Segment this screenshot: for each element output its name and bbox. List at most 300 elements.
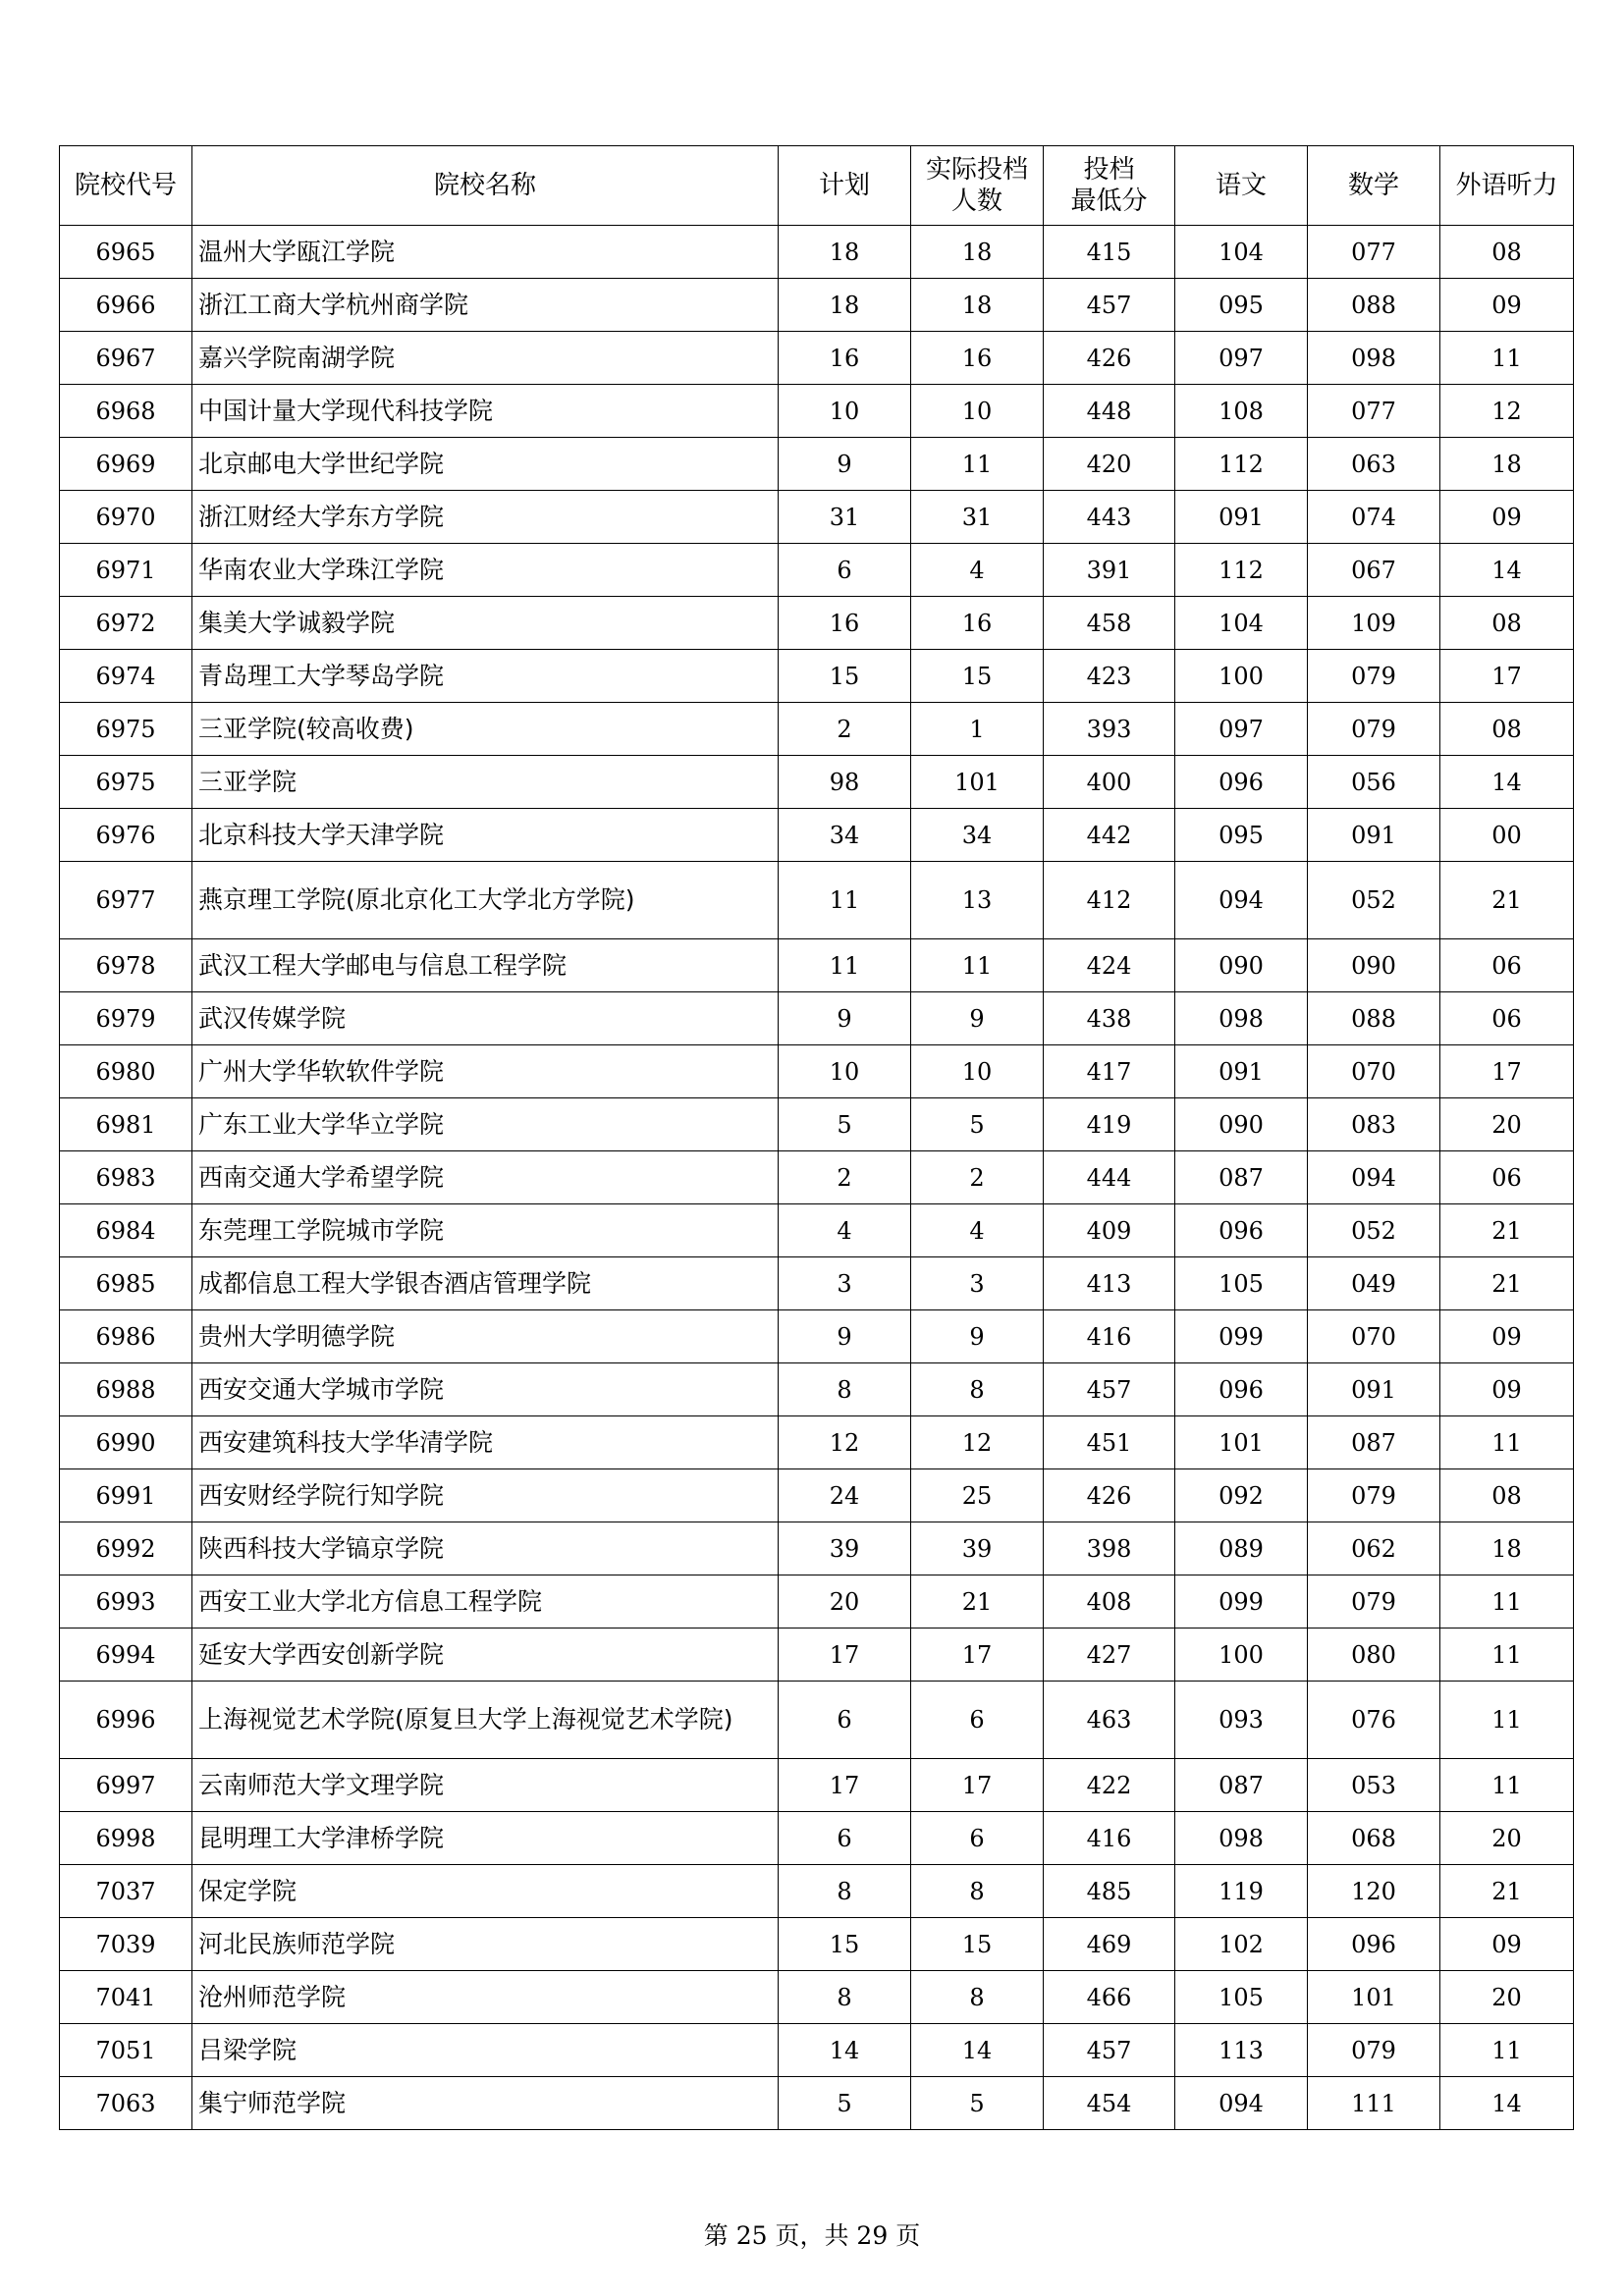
cell-listening: 20: [1440, 1098, 1574, 1151]
cell-min: 466: [1044, 1971, 1175, 2024]
cell-code: 6971: [60, 544, 192, 597]
cell-math: 087: [1308, 1416, 1440, 1469]
cell-code: 6993: [60, 1575, 192, 1629]
cell-code: 6977: [60, 862, 192, 939]
table-row: [60, 1204, 1574, 1257]
cell-min: 427: [1044, 1629, 1175, 1682]
cell-math: 091: [1308, 1363, 1440, 1416]
table-row: [60, 1257, 1574, 1310]
cell-chinese: 100: [1175, 650, 1308, 703]
cell-listening: 11: [1440, 1629, 1574, 1682]
header-min-line2: 最低分: [1070, 187, 1148, 216]
cell-math: 096: [1308, 1918, 1440, 1971]
cell-listening: 09: [1440, 491, 1574, 544]
cell-plan: 9: [779, 1310, 911, 1363]
table-row: [60, 1812, 1574, 1865]
cell-math: 077: [1308, 226, 1440, 279]
cell-code: 7039: [60, 1918, 192, 1971]
cell-min: 412: [1044, 862, 1175, 939]
cell-plan: 11: [779, 939, 911, 992]
cell-min: 423: [1044, 650, 1175, 703]
cell-code: 6975: [60, 703, 192, 756]
table-row: [60, 332, 1574, 385]
cell-listening: 12: [1440, 385, 1574, 438]
cell-listening: 08: [1440, 597, 1574, 650]
cell-actual: 4: [911, 1204, 1044, 1257]
page-number: 第 25 页，共 29 页: [703, 2221, 921, 2250]
cell-min: 419: [1044, 1098, 1175, 1151]
cell-chinese: 098: [1175, 992, 1308, 1045]
cell-name: 北京科技大学天津学院: [192, 809, 779, 862]
cell-chinese: 104: [1175, 226, 1308, 279]
cell-min: 391: [1044, 544, 1175, 597]
cell-actual: 101: [911, 756, 1044, 809]
cell-math: 120: [1308, 1865, 1440, 1918]
cell-name: 西安建筑科技大学华清学院: [192, 1416, 779, 1469]
cell-min: 454: [1044, 2077, 1175, 2130]
cell-math: 079: [1308, 2024, 1440, 2077]
cell-listening: 20: [1440, 1971, 1574, 2024]
table-row: [60, 1151, 1574, 1204]
table-row: [60, 491, 1574, 544]
cell-listening: 06: [1440, 939, 1574, 992]
cell-plan: 14: [779, 2024, 911, 2077]
cell-min: 443: [1044, 491, 1175, 544]
cell-min: 438: [1044, 992, 1175, 1045]
cell-actual: 11: [911, 939, 1044, 992]
cell-code: 6986: [60, 1310, 192, 1363]
cell-min: 409: [1044, 1204, 1175, 1257]
table-row: [60, 1310, 1574, 1363]
cell-plan: 39: [779, 1522, 911, 1575]
cell-chinese: 094: [1175, 2077, 1308, 2130]
cell-code: 7037: [60, 1865, 192, 1918]
cell-listening: 06: [1440, 1151, 1574, 1204]
cell-plan: 4: [779, 1204, 911, 1257]
header-actual-line2: 人数: [950, 187, 1002, 216]
cell-code: 6978: [60, 939, 192, 992]
cell-code: 6998: [60, 1812, 192, 1865]
admission-table: [59, 145, 1574, 2130]
cell-listening: 21: [1440, 862, 1574, 939]
cell-plan: 15: [779, 1918, 911, 1971]
cell-listening: 11: [1440, 2024, 1574, 2077]
table-row: [60, 756, 1574, 809]
cell-code: 6967: [60, 332, 192, 385]
cell-math: 076: [1308, 1682, 1440, 1759]
cell-actual: 25: [911, 1469, 1044, 1522]
header-row: [60, 146, 1574, 226]
header-min-score: [1044, 146, 1175, 226]
cell-math: 063: [1308, 438, 1440, 491]
cell-name: 浙江财经大学东方学院: [192, 491, 779, 544]
cell-min: 424: [1044, 939, 1175, 992]
cell-actual: 6: [911, 1812, 1044, 1865]
cell-name: 保定学院: [192, 1865, 779, 1918]
cell-code: 6992: [60, 1522, 192, 1575]
cell-listening: 14: [1440, 544, 1574, 597]
table-row: [60, 1363, 1574, 1416]
cell-listening: 11: [1440, 1416, 1574, 1469]
cell-actual: 5: [911, 2077, 1044, 2130]
cell-min: 463: [1044, 1682, 1175, 1759]
cell-plan: 6: [779, 544, 911, 597]
cell-actual: 15: [911, 1918, 1044, 1971]
cell-listening: 08: [1440, 1469, 1574, 1522]
table-row: [60, 1759, 1574, 1812]
cell-plan: 34: [779, 809, 911, 862]
cell-math: 049: [1308, 1257, 1440, 1310]
cell-name: 延安大学西安创新学院: [192, 1629, 779, 1682]
cell-listening: 20: [1440, 1812, 1574, 1865]
cell-listening: 11: [1440, 1682, 1574, 1759]
header-code: 院校代号: [60, 146, 192, 226]
cell-chinese: 099: [1175, 1310, 1308, 1363]
cell-name: 北京邮电大学世纪学院: [192, 438, 779, 491]
header-min-line1: 投档: [1083, 155, 1135, 185]
cell-code: 6994: [60, 1629, 192, 1682]
cell-actual: 2: [911, 1151, 1044, 1204]
cell-math: 070: [1308, 1045, 1440, 1098]
cell-name: 沧州师范学院: [192, 1971, 779, 2024]
table-row: [60, 385, 1574, 438]
cell-math: 077: [1308, 385, 1440, 438]
table-row: [60, 862, 1574, 939]
table-row: [60, 1629, 1574, 1682]
cell-chinese: 101: [1175, 1416, 1308, 1469]
cell-plan: 20: [779, 1575, 911, 1629]
cell-actual: 8: [911, 1971, 1044, 2024]
cell-plan: 10: [779, 1045, 911, 1098]
cell-math: 083: [1308, 1098, 1440, 1151]
cell-actual: 10: [911, 385, 1044, 438]
table-row: [60, 1098, 1574, 1151]
cell-min: 413: [1044, 1257, 1175, 1310]
cell-name: 温州大学瓯江学院: [192, 226, 779, 279]
header-listening: 外语听力: [1440, 146, 1574, 226]
cell-plan: 17: [779, 1629, 911, 1682]
cell-plan: 9: [779, 992, 911, 1045]
header-math: 数学: [1308, 146, 1440, 226]
table-row: [60, 597, 1574, 650]
cell-plan: 10: [779, 385, 911, 438]
table-row: [60, 1045, 1574, 1098]
cell-chinese: 105: [1175, 1257, 1308, 1310]
cell-code: 6970: [60, 491, 192, 544]
cell-math: 094: [1308, 1151, 1440, 1204]
table-row: [60, 1971, 1574, 2024]
cell-name: 上海视觉艺术学院(原复旦大学上海视觉艺术学院): [192, 1682, 779, 1759]
cell-plan: 8: [779, 1865, 911, 1918]
cell-math: 052: [1308, 862, 1440, 939]
cell-plan: 16: [779, 332, 911, 385]
cell-math: 062: [1308, 1522, 1440, 1575]
cell-code: 6980: [60, 1045, 192, 1098]
cell-code: 6981: [60, 1098, 192, 1151]
cell-chinese: 105: [1175, 1971, 1308, 2024]
cell-plan: 18: [779, 226, 911, 279]
cell-actual: 15: [911, 650, 1044, 703]
cell-math: 074: [1308, 491, 1440, 544]
table-row: [60, 650, 1574, 703]
cell-chinese: 096: [1175, 1204, 1308, 1257]
cell-name: 昆明理工大学津桥学院: [192, 1812, 779, 1865]
cell-listening: 21: [1440, 1865, 1574, 1918]
cell-listening: 17: [1440, 1045, 1574, 1098]
cell-chinese: 092: [1175, 1469, 1308, 1522]
cell-min: 400: [1044, 756, 1175, 809]
table-row: [60, 438, 1574, 491]
cell-name: 青岛理工大学琴岛学院: [192, 650, 779, 703]
cell-listening: 18: [1440, 1522, 1574, 1575]
cell-chinese: 112: [1175, 544, 1308, 597]
cell-plan: 31: [779, 491, 911, 544]
cell-actual: 6: [911, 1682, 1044, 1759]
table-row: [60, 279, 1574, 332]
cell-listening: 06: [1440, 992, 1574, 1045]
cell-plan: 2: [779, 1151, 911, 1204]
cell-min: 442: [1044, 809, 1175, 862]
cell-plan: 6: [779, 1682, 911, 1759]
cell-chinese: 091: [1175, 491, 1308, 544]
cell-name: 广东工业大学华立学院: [192, 1098, 779, 1151]
cell-name: 武汉传媒学院: [192, 992, 779, 1045]
cell-name: 三亚学院(较高收费): [192, 703, 779, 756]
cell-listening: 09: [1440, 1918, 1574, 1971]
cell-min: 417: [1044, 1045, 1175, 1098]
table-body: [60, 226, 1574, 2130]
cell-chinese: 104: [1175, 597, 1308, 650]
cell-min: 444: [1044, 1151, 1175, 1204]
cell-code: 6975: [60, 756, 192, 809]
cell-min: 416: [1044, 1310, 1175, 1363]
cell-math: 109: [1308, 597, 1440, 650]
cell-name: 华南农业大学珠江学院: [192, 544, 779, 597]
cell-actual: 14: [911, 2024, 1044, 2077]
cell-math: 079: [1308, 650, 1440, 703]
cell-actual: 21: [911, 1575, 1044, 1629]
cell-math: 053: [1308, 1759, 1440, 1812]
cell-math: 079: [1308, 1575, 1440, 1629]
table-row: [60, 992, 1574, 1045]
cell-name: 西南交通大学希望学院: [192, 1151, 779, 1204]
cell-math: 088: [1308, 279, 1440, 332]
table-row: [60, 226, 1574, 279]
cell-actual: 1: [911, 703, 1044, 756]
cell-min: 458: [1044, 597, 1175, 650]
cell-listening: 11: [1440, 1575, 1574, 1629]
cell-code: 6983: [60, 1151, 192, 1204]
cell-code: 6968: [60, 385, 192, 438]
cell-chinese: 099: [1175, 1575, 1308, 1629]
cell-plan: 15: [779, 650, 911, 703]
cell-listening: 21: [1440, 1204, 1574, 1257]
cell-math: 056: [1308, 756, 1440, 809]
cell-name: 河北民族师范学院: [192, 1918, 779, 1971]
table-row: [60, 2077, 1574, 2130]
cell-chinese: 095: [1175, 279, 1308, 332]
cell-min: 469: [1044, 1918, 1175, 1971]
cell-min: 485: [1044, 1865, 1175, 1918]
table-row: [60, 1575, 1574, 1629]
cell-code: 6991: [60, 1469, 192, 1522]
cell-plan: 12: [779, 1416, 911, 1469]
cell-name: 西安工业大学北方信息工程学院: [192, 1575, 779, 1629]
cell-chinese: 096: [1175, 1363, 1308, 1416]
cell-name: 集美大学诚毅学院: [192, 597, 779, 650]
cell-name: 成都信息工程大学银杏酒店管理学院: [192, 1257, 779, 1310]
cell-code: 6996: [60, 1682, 192, 1759]
cell-actual: 8: [911, 1363, 1044, 1416]
header-actual: [911, 146, 1044, 226]
cell-plan: 24: [779, 1469, 911, 1522]
cell-plan: 9: [779, 438, 911, 491]
cell-code: 6974: [60, 650, 192, 703]
table-row: [60, 809, 1574, 862]
cell-min: 426: [1044, 332, 1175, 385]
cell-plan: 11: [779, 862, 911, 939]
cell-math: 111: [1308, 2077, 1440, 2130]
cell-chinese: 112: [1175, 438, 1308, 491]
cell-name: 集宁师范学院: [192, 2077, 779, 2130]
table-row: [60, 1918, 1574, 1971]
cell-plan: 18: [779, 279, 911, 332]
cell-code: 6997: [60, 1759, 192, 1812]
cell-name: 西安财经学院行知学院: [192, 1469, 779, 1522]
cell-math: 052: [1308, 1204, 1440, 1257]
header-actual-line1: 实际投档: [925, 155, 1028, 185]
table-row: [60, 1416, 1574, 1469]
cell-actual: 17: [911, 1759, 1044, 1812]
cell-code: 6976: [60, 809, 192, 862]
cell-name: 陕西科技大学镐京学院: [192, 1522, 779, 1575]
cell-listening: 09: [1440, 279, 1574, 332]
cell-min: 393: [1044, 703, 1175, 756]
cell-math: 070: [1308, 1310, 1440, 1363]
table-row: [60, 1522, 1574, 1575]
cell-name: 东莞理工学院城市学院: [192, 1204, 779, 1257]
cell-name: 贵州大学明德学院: [192, 1310, 779, 1363]
cell-min: 457: [1044, 2024, 1175, 2077]
cell-listening: 21: [1440, 1257, 1574, 1310]
cell-plan: 17: [779, 1759, 911, 1812]
cell-chinese: 098: [1175, 1812, 1308, 1865]
cell-plan: 98: [779, 756, 911, 809]
cell-plan: 5: [779, 2077, 911, 2130]
cell-actual: 13: [911, 862, 1044, 939]
cell-plan: 2: [779, 703, 911, 756]
cell-listening: 08: [1440, 703, 1574, 756]
cell-listening: 09: [1440, 1363, 1574, 1416]
cell-listening: 08: [1440, 226, 1574, 279]
cell-listening: 18: [1440, 438, 1574, 491]
cell-chinese: 090: [1175, 939, 1308, 992]
cell-chinese: 089: [1175, 1522, 1308, 1575]
cell-chinese: 097: [1175, 332, 1308, 385]
cell-code: 6990: [60, 1416, 192, 1469]
cell-actual: 4: [911, 544, 1044, 597]
cell-name: 云南师范大学文理学院: [192, 1759, 779, 1812]
table-row: [60, 2024, 1574, 2077]
cell-code: 6972: [60, 597, 192, 650]
cell-actual: 3: [911, 1257, 1044, 1310]
cell-actual: 8: [911, 1865, 1044, 1918]
cell-code: 6988: [60, 1363, 192, 1416]
cell-code: 6984: [60, 1204, 192, 1257]
header-chinese: 语文: [1175, 146, 1308, 226]
cell-math: 079: [1308, 1469, 1440, 1522]
cell-math: 101: [1308, 1971, 1440, 2024]
cell-min: 398: [1044, 1522, 1175, 1575]
cell-name: 吕梁学院: [192, 2024, 779, 2077]
header-plan: 计划: [779, 146, 911, 226]
cell-chinese: 113: [1175, 2024, 1308, 2077]
table-row: [60, 1469, 1574, 1522]
cell-plan: 8: [779, 1363, 911, 1416]
cell-chinese: 094: [1175, 862, 1308, 939]
cell-listening: 14: [1440, 2077, 1574, 2130]
cell-chinese: 087: [1175, 1759, 1308, 1812]
cell-listening: 14: [1440, 756, 1574, 809]
cell-code: 6965: [60, 226, 192, 279]
cell-math: 088: [1308, 992, 1440, 1045]
cell-math: 080: [1308, 1629, 1440, 1682]
cell-actual: 9: [911, 992, 1044, 1045]
cell-actual: 16: [911, 332, 1044, 385]
table-row: [60, 703, 1574, 756]
cell-listening: 11: [1440, 332, 1574, 385]
cell-name: 广州大学华软软件学院: [192, 1045, 779, 1098]
cell-plan: 8: [779, 1971, 911, 2024]
cell-name: 燕京理工学院(原北京化工大学北方学院): [192, 862, 779, 939]
cell-listening: 17: [1440, 650, 1574, 703]
cell-actual: 17: [911, 1629, 1044, 1682]
cell-plan: 16: [779, 597, 911, 650]
cell-listening: 00: [1440, 809, 1574, 862]
cell-min: 457: [1044, 279, 1175, 332]
cell-actual: 9: [911, 1310, 1044, 1363]
cell-code: 6979: [60, 992, 192, 1045]
cell-min: 408: [1044, 1575, 1175, 1629]
cell-chinese: 090: [1175, 1098, 1308, 1151]
cell-actual: 34: [911, 809, 1044, 862]
cell-math: 067: [1308, 544, 1440, 597]
cell-name: 中国计量大学现代科技学院: [192, 385, 779, 438]
cell-chinese: 096: [1175, 756, 1308, 809]
cell-code: 7063: [60, 2077, 192, 2130]
cell-listening: 11: [1440, 1759, 1574, 1812]
cell-plan: 6: [779, 1812, 911, 1865]
cell-chinese: 119: [1175, 1865, 1308, 1918]
cell-chinese: 093: [1175, 1682, 1308, 1759]
cell-min: 451: [1044, 1416, 1175, 1469]
cell-actual: 12: [911, 1416, 1044, 1469]
cell-math: 090: [1308, 939, 1440, 992]
table-row: [60, 1865, 1574, 1918]
cell-listening: 09: [1440, 1310, 1574, 1363]
cell-plan: 5: [779, 1098, 911, 1151]
cell-min: 426: [1044, 1469, 1175, 1522]
cell-plan: 3: [779, 1257, 911, 1310]
cell-name: 嘉兴学院南湖学院: [192, 332, 779, 385]
table-row: [60, 1682, 1574, 1759]
cell-code: 6966: [60, 279, 192, 332]
cell-actual: 10: [911, 1045, 1044, 1098]
cell-min: 420: [1044, 438, 1175, 491]
cell-code: 7051: [60, 2024, 192, 2077]
cell-actual: 5: [911, 1098, 1044, 1151]
cell-actual: 18: [911, 226, 1044, 279]
